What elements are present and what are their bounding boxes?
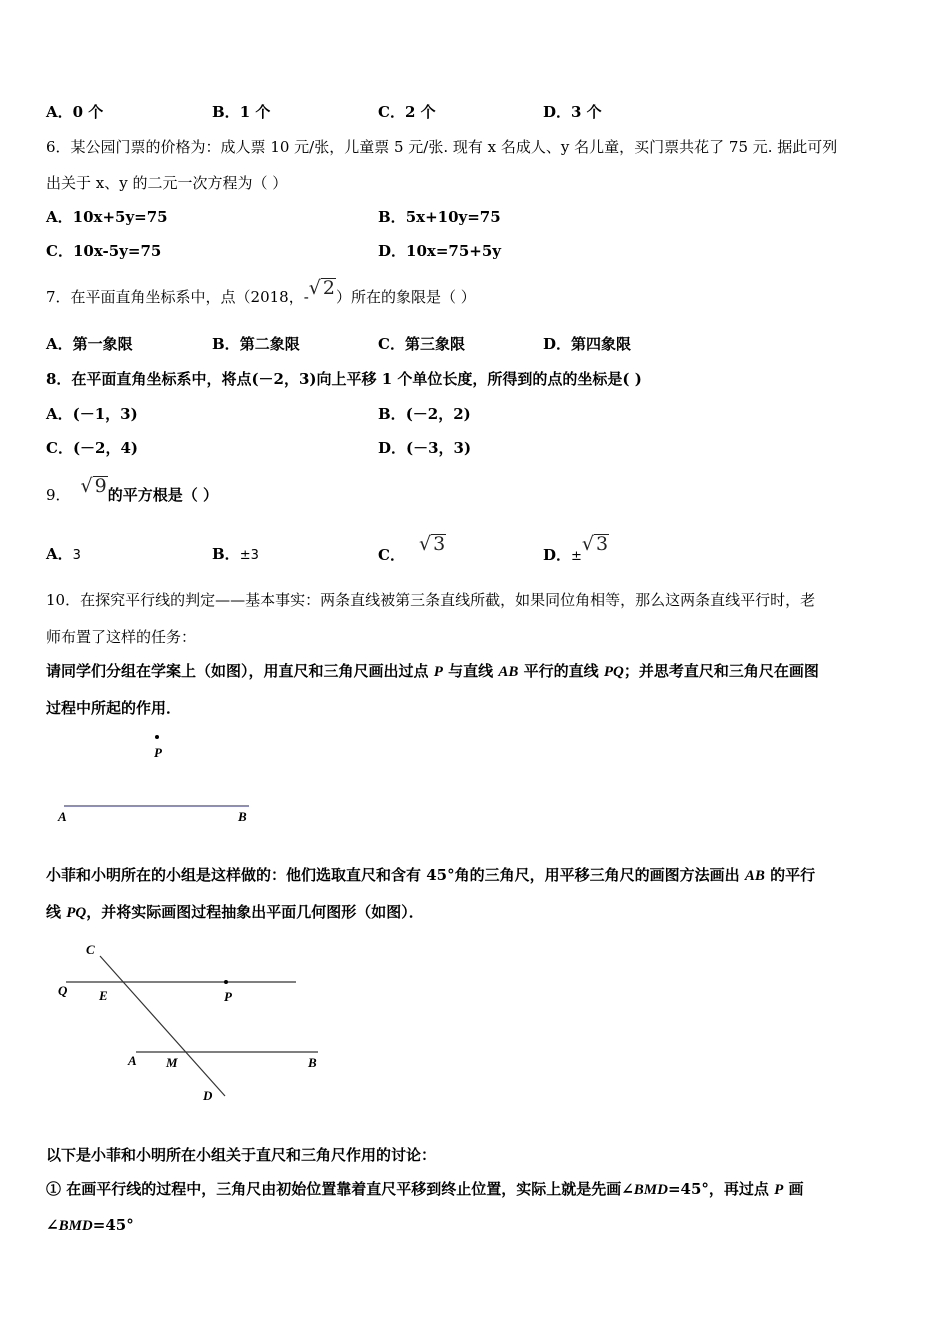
figure-point-and-line [40,725,270,835]
q9-option-d-sqrt: √ 3 [581,533,609,555]
q6-option-a: A．10x+5y=75 [46,208,168,226]
q8-option-c: C．(－2，4) [46,439,139,457]
q9-stem: 9． √ 9的平方根是（ ） [46,475,218,504]
q6-option-d: D．10x=75+5y [378,242,501,260]
q7-sqrt-expression: √ 2 [308,277,335,299]
label-a: A [58,809,67,824]
q6-option-c: C．10x-5y=75 [46,242,162,260]
label-c: C [86,942,95,957]
q5-option-a: A．0 个 [46,103,104,121]
q7-option-c: C．第三象限 [378,335,465,353]
q10-task-line1: 请同学们分组在学案上（如图），用直尺和三角尺画出过点 P 与直线 AB 平行的直线 PQ；并思考直尺和三角尺在画图 [46,662,819,680]
figure-parallel-construction [50,940,330,1110]
q5-option-d: D．3 个 [543,103,602,121]
q9-sqrt-expression: √ 9 [80,475,107,497]
label-b: B [308,1055,317,1070]
label-a: A [128,1053,137,1068]
q7-option-d: D．第四象限 [543,335,632,353]
q6-option-b: B．5x+10y=75 [378,208,501,226]
q9-option-a: A．3 [46,545,81,563]
q5-option-c: C．2 个 [378,103,436,121]
label-d: D [203,1088,213,1103]
q8-option-b: B．(－2，2) [378,405,471,423]
q9-option-b: B．±3 [212,545,259,563]
label-p: P [224,989,232,1004]
q7-option-b: B．第二象限 [212,335,300,353]
q6-stem-line2: 出关于 x、y 的二元一次方程为（ ） [46,174,288,192]
q5-option-b: B．1 个 [212,103,271,121]
q10-task-line2: 过程中所起的作用． [46,699,182,717]
point-p-dot [224,980,228,984]
q8-option-a: A．(－1，3) [46,405,138,423]
point-p-dot [155,735,159,739]
q10-stem-line2: 师布置了这样的任务： [46,628,197,646]
q9-option-c: C． √ 3 [378,533,446,564]
q8-option-d: D．(－3，3) [378,439,472,457]
q7-option-a: A．第一象限 [46,335,133,353]
q10-method-line1: 小菲和小明所在的小组是这样做的：他们选取直尺和含有 45°角的三角尺，用平移三角尺的画图方法画出 AB 的平行 [46,866,816,884]
transversal-cd [100,956,225,1096]
label-b: B [238,809,247,824]
label-m: M [166,1055,178,1070]
q9-option-d: D．±√ 3 [543,533,609,564]
q10-discussion-item1-cont: ∠BMD=45° [46,1216,134,1234]
q6-stem-line1: 6．某公园门票的价格为：成人票 10 元/张，儿童票 5 元/张. 现有 x 名成人、y 名儿童，买门票共花了 75 元. 据此可列 [46,138,838,156]
q7-stem: 7．在平面直角坐标系中，点（2018，-√ 2）所在的象限是（ ） [46,277,476,306]
label-e: E [99,988,108,1003]
q10-discussion-intro: 以下是小菲和小明所在小组关于直尺和三角尺作用的讨论： [46,1146,437,1164]
q8-stem: 8．在平面直角坐标系中，将点(－2，3)向上平移 1 个单位长度，所得到的点的坐标是( ) [46,370,642,388]
q10-stem-line1: 10．在探究平行线的判定——基本事实：两条直线被第三条直线所截，如果同位角相等，那么这两条直线平行时，老 [46,591,816,609]
label-q: Q [58,983,68,998]
q9-option-c-sqrt: √ 3 [418,533,446,555]
q10-method-line2: 线 PQ，并将实际画图过程抽象出平面几何图形（如图）． [46,903,424,921]
q10-discussion-item1: ① 在画平行线的过程中，三角尺由初始位置靠着直尺平移到终止位置，实际上就是先画∠BMD=45°，再过点 P 画 [46,1180,804,1198]
label-p: P [154,745,162,760]
